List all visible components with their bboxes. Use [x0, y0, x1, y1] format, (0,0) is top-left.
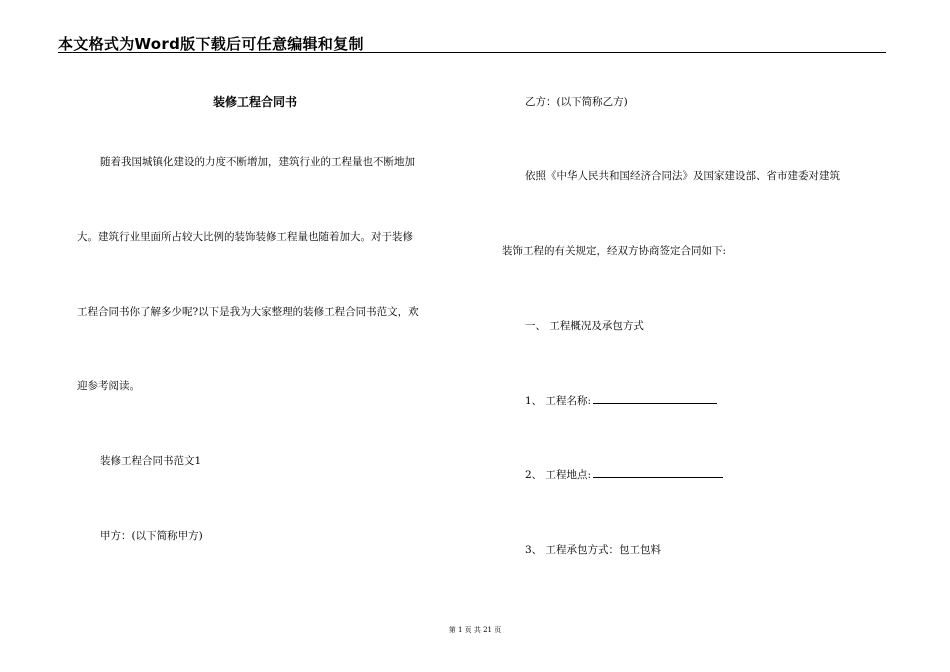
party-b-line: 乙方：(以下简称乙方) [525, 96, 628, 108]
left-paragraph-line-1: 随着我国城镇化建设的力度不断增加，建筑行业的工程量也不断地加 [100, 156, 415, 168]
party-a-line: 甲方：(以下简称甲方) [100, 530, 203, 542]
project-location-label: 2、 工程地点: [525, 469, 592, 481]
page-number: 第 1 页 共 21 页 [448, 626, 502, 634]
word-format-banner: 本文格式为Word版下载后可任意编辑和复制 [58, 35, 364, 53]
right-paragraph-line-2: 装饰工程的有关规定，经双方协商签定合同如下: [502, 245, 727, 257]
header-divider [58, 52, 886, 53]
section-one-heading: 一、 工程概况及承包方式 [525, 320, 644, 332]
left-paragraph-line-3: 工程合同书你了解多少呢?以下是我为大家整理的装修工程合同书范文，欢 [77, 306, 419, 318]
left-paragraph-line-2: 大。建筑行业里面所占较大比例的装饰装修工程量也随着加大。对于装修 [77, 231, 413, 243]
project-location-field [525, 467, 723, 482]
left-paragraph-line-4: 迎参考阅读。 [77, 380, 140, 392]
project-name-field [525, 393, 717, 408]
right-paragraph-line-1: 依照《中华人民共和国经济合同法》及国家建设部、省市建委对建筑 [525, 170, 840, 182]
contract-sample-heading: 装修工程合同书范文1 [100, 455, 202, 467]
project-name-label: 1、 工程名称: [525, 395, 592, 407]
contract-method-line: 3、 工程承包方式：包工包料 [525, 544, 662, 556]
document-title: 装修工程合同书 [213, 95, 298, 109]
project-name-blank [593, 393, 717, 404]
project-location-blank [593, 467, 723, 478]
